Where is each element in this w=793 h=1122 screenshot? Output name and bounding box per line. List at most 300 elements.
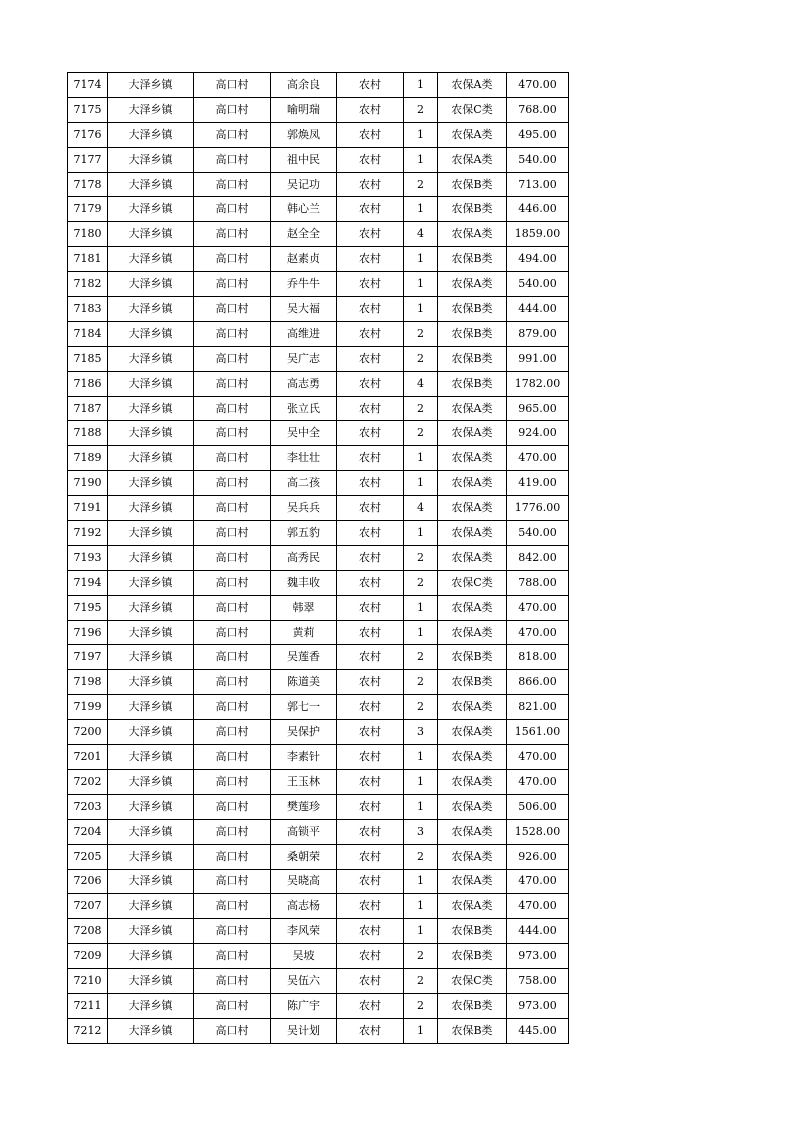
household-type-cell: 农村 — [337, 272, 404, 297]
town-cell: 大泽乡镇 — [108, 894, 194, 919]
category-cell: 农保A类 — [438, 396, 507, 421]
name-cell: 高余良 — [271, 73, 337, 98]
amount-cell: 991.00 — [507, 346, 569, 371]
row-id-cell: 7175 — [68, 97, 108, 122]
category-cell: 农保A类 — [438, 421, 507, 446]
category-cell: 农保B类 — [438, 944, 507, 969]
amount-cell: 768.00 — [507, 97, 569, 122]
amount-cell: 842.00 — [507, 545, 569, 570]
row-id-cell: 7192 — [68, 521, 108, 546]
member-count-cell: 1 — [404, 894, 438, 919]
member-count-cell: 1 — [404, 297, 438, 322]
name-cell: 赵素贞 — [271, 247, 337, 272]
row-id-cell: 7179 — [68, 197, 108, 222]
town-cell: 大泽乡镇 — [108, 396, 194, 421]
member-count-cell: 2 — [404, 346, 438, 371]
household-type-cell: 农村 — [337, 346, 404, 371]
member-count-cell: 4 — [404, 371, 438, 396]
household-type-cell: 农村 — [337, 545, 404, 570]
village-cell: 高口村 — [194, 745, 271, 770]
town-cell: 大泽乡镇 — [108, 446, 194, 471]
category-cell: 农保B类 — [438, 297, 507, 322]
amount-cell: 470.00 — [507, 620, 569, 645]
category-cell: 农保A类 — [438, 869, 507, 894]
village-cell: 高口村 — [194, 147, 271, 172]
village-cell: 高口村 — [194, 521, 271, 546]
table-row — [68, 595, 569, 620]
row-id-cell: 7189 — [68, 446, 108, 471]
name-cell: 郭七一 — [271, 695, 337, 720]
name-cell: 赵全全 — [271, 222, 337, 247]
member-count-cell: 2 — [404, 645, 438, 670]
row-id-cell: 7204 — [68, 819, 108, 844]
town-cell: 大泽乡镇 — [108, 645, 194, 670]
town-cell: 大泽乡镇 — [108, 720, 194, 745]
category-cell: 农保A类 — [438, 222, 507, 247]
member-count-cell: 3 — [404, 720, 438, 745]
name-cell: 吴莲香 — [271, 645, 337, 670]
name-cell: 李素针 — [271, 745, 337, 770]
member-count-cell: 1 — [404, 869, 438, 894]
member-count-cell: 1 — [404, 272, 438, 297]
village-cell: 高口村 — [194, 446, 271, 471]
table-row — [68, 346, 569, 371]
household-type-cell: 农村 — [337, 147, 404, 172]
village-cell: 高口村 — [194, 944, 271, 969]
town-cell: 大泽乡镇 — [108, 172, 194, 197]
amount-cell: 540.00 — [507, 521, 569, 546]
name-cell: 喻明瑞 — [271, 97, 337, 122]
household-type-cell: 农村 — [337, 73, 404, 98]
town-cell: 大泽乡镇 — [108, 869, 194, 894]
row-id-cell: 7208 — [68, 919, 108, 944]
name-cell: 樊莲珍 — [271, 794, 337, 819]
member-count-cell: 3 — [404, 819, 438, 844]
household-type-cell: 农村 — [337, 471, 404, 496]
household-type-cell: 农村 — [337, 620, 404, 645]
member-count-cell: 1 — [404, 919, 438, 944]
amount-cell: 924.00 — [507, 421, 569, 446]
household-type-cell: 农村 — [337, 695, 404, 720]
category-cell: 农保A类 — [438, 496, 507, 521]
amount-cell: 444.00 — [507, 297, 569, 322]
village-cell: 高口村 — [194, 471, 271, 496]
village-cell: 高口村 — [194, 1018, 271, 1043]
table-row — [68, 969, 569, 994]
household-type-cell: 农村 — [337, 172, 404, 197]
town-cell: 大泽乡镇 — [108, 421, 194, 446]
table-row — [68, 769, 569, 794]
household-type-cell: 农村 — [337, 944, 404, 969]
member-count-cell: 2 — [404, 844, 438, 869]
household-type-cell: 农村 — [337, 769, 404, 794]
town-cell: 大泽乡镇 — [108, 695, 194, 720]
category-cell: 农保A类 — [438, 595, 507, 620]
amount-cell: 494.00 — [507, 247, 569, 272]
amount-cell: 866.00 — [507, 670, 569, 695]
row-id-cell: 7177 — [68, 147, 108, 172]
name-cell: 陈广宇 — [271, 993, 337, 1018]
town-cell: 大泽乡镇 — [108, 1018, 194, 1043]
village-cell: 高口村 — [194, 969, 271, 994]
table-row — [68, 421, 569, 446]
row-id-cell: 7181 — [68, 247, 108, 272]
amount-cell: 818.00 — [507, 645, 569, 670]
row-id-cell: 7176 — [68, 122, 108, 147]
member-count-cell: 1 — [404, 521, 438, 546]
household-type-cell: 农村 — [337, 570, 404, 595]
household-type-cell: 农村 — [337, 97, 404, 122]
town-cell: 大泽乡镇 — [108, 620, 194, 645]
village-cell: 高口村 — [194, 620, 271, 645]
table-row — [68, 321, 569, 346]
town-cell: 大泽乡镇 — [108, 993, 194, 1018]
name-cell: 李壮壮 — [271, 446, 337, 471]
village-cell: 高口村 — [194, 421, 271, 446]
amount-cell: 540.00 — [507, 147, 569, 172]
amount-cell: 758.00 — [507, 969, 569, 994]
row-id-cell: 7197 — [68, 645, 108, 670]
table-row — [68, 172, 569, 197]
village-cell: 高口村 — [194, 122, 271, 147]
name-cell: 王玉林 — [271, 769, 337, 794]
name-cell: 高锁平 — [271, 819, 337, 844]
household-type-cell: 农村 — [337, 122, 404, 147]
amount-cell: 1782.00 — [507, 371, 569, 396]
member-count-cell: 1 — [404, 122, 438, 147]
name-cell: 桑朝荣 — [271, 844, 337, 869]
name-cell: 高秀民 — [271, 545, 337, 570]
household-type-cell: 农村 — [337, 421, 404, 446]
row-id-cell: 7205 — [68, 844, 108, 869]
amount-cell: 965.00 — [507, 396, 569, 421]
row-id-cell: 7211 — [68, 993, 108, 1018]
category-cell: 农保A类 — [438, 894, 507, 919]
row-id-cell: 7202 — [68, 769, 108, 794]
town-cell: 大泽乡镇 — [108, 97, 194, 122]
name-cell: 吴伍六 — [271, 969, 337, 994]
category-cell: 农保B类 — [438, 1018, 507, 1043]
category-cell: 农保A类 — [438, 471, 507, 496]
name-cell: 韩翠 — [271, 595, 337, 620]
town-cell: 大泽乡镇 — [108, 471, 194, 496]
table-row — [68, 222, 569, 247]
village-cell: 高口村 — [194, 894, 271, 919]
village-cell: 高口村 — [194, 645, 271, 670]
row-id-cell: 7209 — [68, 944, 108, 969]
household-type-cell: 农村 — [337, 670, 404, 695]
table-row — [68, 446, 569, 471]
village-cell: 高口村 — [194, 297, 271, 322]
amount-cell: 788.00 — [507, 570, 569, 595]
table-row — [68, 73, 569, 98]
amount-cell: 470.00 — [507, 869, 569, 894]
row-id-cell: 7212 — [68, 1018, 108, 1043]
amount-cell: 444.00 — [507, 919, 569, 944]
amount-cell: 821.00 — [507, 695, 569, 720]
row-id-cell: 7183 — [68, 297, 108, 322]
village-cell: 高口村 — [194, 695, 271, 720]
member-count-cell: 2 — [404, 993, 438, 1018]
table-row — [68, 894, 569, 919]
town-cell: 大泽乡镇 — [108, 595, 194, 620]
amount-cell: 470.00 — [507, 73, 569, 98]
town-cell: 大泽乡镇 — [108, 297, 194, 322]
town-cell: 大泽乡镇 — [108, 272, 194, 297]
category-cell: 农保A类 — [438, 545, 507, 570]
name-cell: 吴保护 — [271, 720, 337, 745]
category-cell: 农保A类 — [438, 122, 507, 147]
town-cell: 大泽乡镇 — [108, 247, 194, 272]
village-cell: 高口村 — [194, 371, 271, 396]
village-cell: 高口村 — [194, 595, 271, 620]
category-cell: 农保C类 — [438, 969, 507, 994]
household-type-cell: 农村 — [337, 321, 404, 346]
member-count-cell: 1 — [404, 147, 438, 172]
member-count-cell: 2 — [404, 670, 438, 695]
category-cell: 农保B类 — [438, 247, 507, 272]
household-type-cell: 农村 — [337, 446, 404, 471]
category-cell: 农保A类 — [438, 720, 507, 745]
member-count-cell: 2 — [404, 570, 438, 595]
household-type-cell: 农村 — [337, 521, 404, 546]
household-type-cell: 农村 — [337, 1018, 404, 1043]
category-cell: 农保A类 — [438, 446, 507, 471]
member-count-cell: 2 — [404, 944, 438, 969]
town-cell: 大泽乡镇 — [108, 819, 194, 844]
village-cell: 高口村 — [194, 396, 271, 421]
village-cell: 高口村 — [194, 844, 271, 869]
name-cell: 陈道美 — [271, 670, 337, 695]
name-cell: 黄莉 — [271, 620, 337, 645]
town-cell: 大泽乡镇 — [108, 545, 194, 570]
town-cell: 大泽乡镇 — [108, 745, 194, 770]
category-cell: 农保C类 — [438, 97, 507, 122]
amount-cell: 470.00 — [507, 769, 569, 794]
name-cell: 韩心兰 — [271, 197, 337, 222]
village-cell: 高口村 — [194, 346, 271, 371]
name-cell: 乔牛牛 — [271, 272, 337, 297]
village-cell: 高口村 — [194, 794, 271, 819]
row-id-cell: 7210 — [68, 969, 108, 994]
household-type-cell: 农村 — [337, 496, 404, 521]
member-count-cell: 4 — [404, 496, 438, 521]
member-count-cell: 1 — [404, 446, 438, 471]
table-row — [68, 720, 569, 745]
category-cell: 农保A类 — [438, 794, 507, 819]
amount-cell: 470.00 — [507, 745, 569, 770]
table-row — [68, 695, 569, 720]
member-count-cell: 1 — [404, 794, 438, 819]
village-cell: 高口村 — [194, 769, 271, 794]
village-cell: 高口村 — [194, 545, 271, 570]
category-cell: 农保A类 — [438, 73, 507, 98]
amount-cell: 446.00 — [507, 197, 569, 222]
category-cell: 农保A类 — [438, 620, 507, 645]
town-cell: 大泽乡镇 — [108, 521, 194, 546]
table-row — [68, 944, 569, 969]
row-id-cell: 7194 — [68, 570, 108, 595]
category-cell: 农保B类 — [438, 172, 507, 197]
table-row — [68, 745, 569, 770]
household-type-cell: 农村 — [337, 745, 404, 770]
row-id-cell: 7186 — [68, 371, 108, 396]
amount-cell: 506.00 — [507, 794, 569, 819]
table-row — [68, 396, 569, 421]
amount-cell: 540.00 — [507, 272, 569, 297]
amount-cell: 1859.00 — [507, 222, 569, 247]
town-cell: 大泽乡镇 — [108, 197, 194, 222]
row-id-cell: 7203 — [68, 794, 108, 819]
household-type-cell: 农村 — [337, 197, 404, 222]
village-cell: 高口村 — [194, 172, 271, 197]
table-row — [68, 794, 569, 819]
name-cell: 祖中民 — [271, 147, 337, 172]
member-count-cell: 2 — [404, 172, 438, 197]
town-cell: 大泽乡镇 — [108, 844, 194, 869]
category-cell: 农保B类 — [438, 197, 507, 222]
name-cell: 吴中全 — [271, 421, 337, 446]
category-cell: 农保A类 — [438, 147, 507, 172]
table-row — [68, 844, 569, 869]
row-id-cell: 7196 — [68, 620, 108, 645]
name-cell: 吴计划 — [271, 1018, 337, 1043]
amount-cell: 445.00 — [507, 1018, 569, 1043]
row-id-cell: 7187 — [68, 396, 108, 421]
table-row — [68, 670, 569, 695]
village-cell: 高口村 — [194, 720, 271, 745]
town-cell: 大泽乡镇 — [108, 147, 194, 172]
name-cell: 高二孩 — [271, 471, 337, 496]
table-row — [68, 620, 569, 645]
name-cell: 吴兵兵 — [271, 496, 337, 521]
member-count-cell: 2 — [404, 321, 438, 346]
table-row — [68, 1018, 569, 1043]
table-row — [68, 645, 569, 670]
household-type-cell: 农村 — [337, 969, 404, 994]
row-id-cell: 7201 — [68, 745, 108, 770]
amount-cell: 926.00 — [507, 844, 569, 869]
row-id-cell: 7184 — [68, 321, 108, 346]
category-cell: 农保B类 — [438, 919, 507, 944]
category-cell: 农保B类 — [438, 645, 507, 670]
table-row — [68, 272, 569, 297]
household-type-cell: 农村 — [337, 919, 404, 944]
category-cell: 农保A类 — [438, 819, 507, 844]
row-id-cell: 7193 — [68, 545, 108, 570]
village-cell: 高口村 — [194, 919, 271, 944]
village-cell: 高口村 — [194, 869, 271, 894]
village-cell: 高口村 — [194, 97, 271, 122]
row-id-cell: 7182 — [68, 272, 108, 297]
amount-cell: 973.00 — [507, 993, 569, 1018]
category-cell: 农保A类 — [438, 844, 507, 869]
amount-cell: 973.00 — [507, 944, 569, 969]
village-cell: 高口村 — [194, 993, 271, 1018]
member-count-cell: 2 — [404, 969, 438, 994]
row-id-cell: 7190 — [68, 471, 108, 496]
town-cell: 大泽乡镇 — [108, 969, 194, 994]
town-cell: 大泽乡镇 — [108, 346, 194, 371]
table-row — [68, 122, 569, 147]
name-cell: 郭焕凤 — [271, 122, 337, 147]
household-type-cell: 农村 — [337, 297, 404, 322]
name-cell: 魏丰收 — [271, 570, 337, 595]
table-row — [68, 521, 569, 546]
category-cell: 农保A类 — [438, 695, 507, 720]
member-count-cell: 1 — [404, 197, 438, 222]
town-cell: 大泽乡镇 — [108, 496, 194, 521]
category-cell: 农保C类 — [438, 570, 507, 595]
name-cell: 高志杨 — [271, 894, 337, 919]
household-type-cell: 农村 — [337, 247, 404, 272]
row-id-cell: 7198 — [68, 670, 108, 695]
category-cell: 农保A类 — [438, 745, 507, 770]
member-count-cell: 1 — [404, 471, 438, 496]
household-type-cell: 农村 — [337, 894, 404, 919]
member-count-cell: 1 — [404, 745, 438, 770]
member-count-cell: 2 — [404, 97, 438, 122]
member-count-cell: 2 — [404, 421, 438, 446]
name-cell: 吴大福 — [271, 297, 337, 322]
name-cell: 吴坡 — [271, 944, 337, 969]
table-row — [68, 496, 569, 521]
row-id-cell: 7207 — [68, 894, 108, 919]
table-row — [68, 993, 569, 1018]
member-count-cell: 4 — [404, 222, 438, 247]
household-type-cell: 农村 — [337, 371, 404, 396]
name-cell: 高志勇 — [271, 371, 337, 396]
household-type-cell: 农村 — [337, 595, 404, 620]
amount-cell: 713.00 — [507, 172, 569, 197]
table-row — [68, 869, 569, 894]
member-count-cell: 2 — [404, 545, 438, 570]
town-cell: 大泽乡镇 — [108, 222, 194, 247]
village-cell: 高口村 — [194, 222, 271, 247]
village-cell: 高口村 — [194, 570, 271, 595]
household-type-cell: 农村 — [337, 819, 404, 844]
village-cell: 高口村 — [194, 272, 271, 297]
household-type-cell: 农村 — [337, 794, 404, 819]
amount-cell: 495.00 — [507, 122, 569, 147]
table-row — [68, 247, 569, 272]
name-cell: 郭五豹 — [271, 521, 337, 546]
village-cell: 高口村 — [194, 321, 271, 346]
row-id-cell: 7185 — [68, 346, 108, 371]
category-cell: 农保B类 — [438, 346, 507, 371]
household-type-cell: 农村 — [337, 645, 404, 670]
row-id-cell: 7188 — [68, 421, 108, 446]
row-id-cell: 7180 — [68, 222, 108, 247]
member-count-cell: 1 — [404, 620, 438, 645]
name-cell: 吴记功 — [271, 172, 337, 197]
row-id-cell: 7191 — [68, 496, 108, 521]
village-cell: 高口村 — [194, 247, 271, 272]
category-cell: 农保A类 — [438, 272, 507, 297]
table-row — [68, 819, 569, 844]
amount-cell: 1776.00 — [507, 496, 569, 521]
household-type-cell: 农村 — [337, 993, 404, 1018]
member-count-cell: 1 — [404, 595, 438, 620]
member-count-cell: 1 — [404, 247, 438, 272]
table-row — [68, 97, 569, 122]
town-cell: 大泽乡镇 — [108, 73, 194, 98]
category-cell: 农保B类 — [438, 993, 507, 1018]
name-cell: 吴广志 — [271, 346, 337, 371]
records-table — [67, 72, 569, 1044]
village-cell: 高口村 — [194, 197, 271, 222]
table-row — [68, 471, 569, 496]
